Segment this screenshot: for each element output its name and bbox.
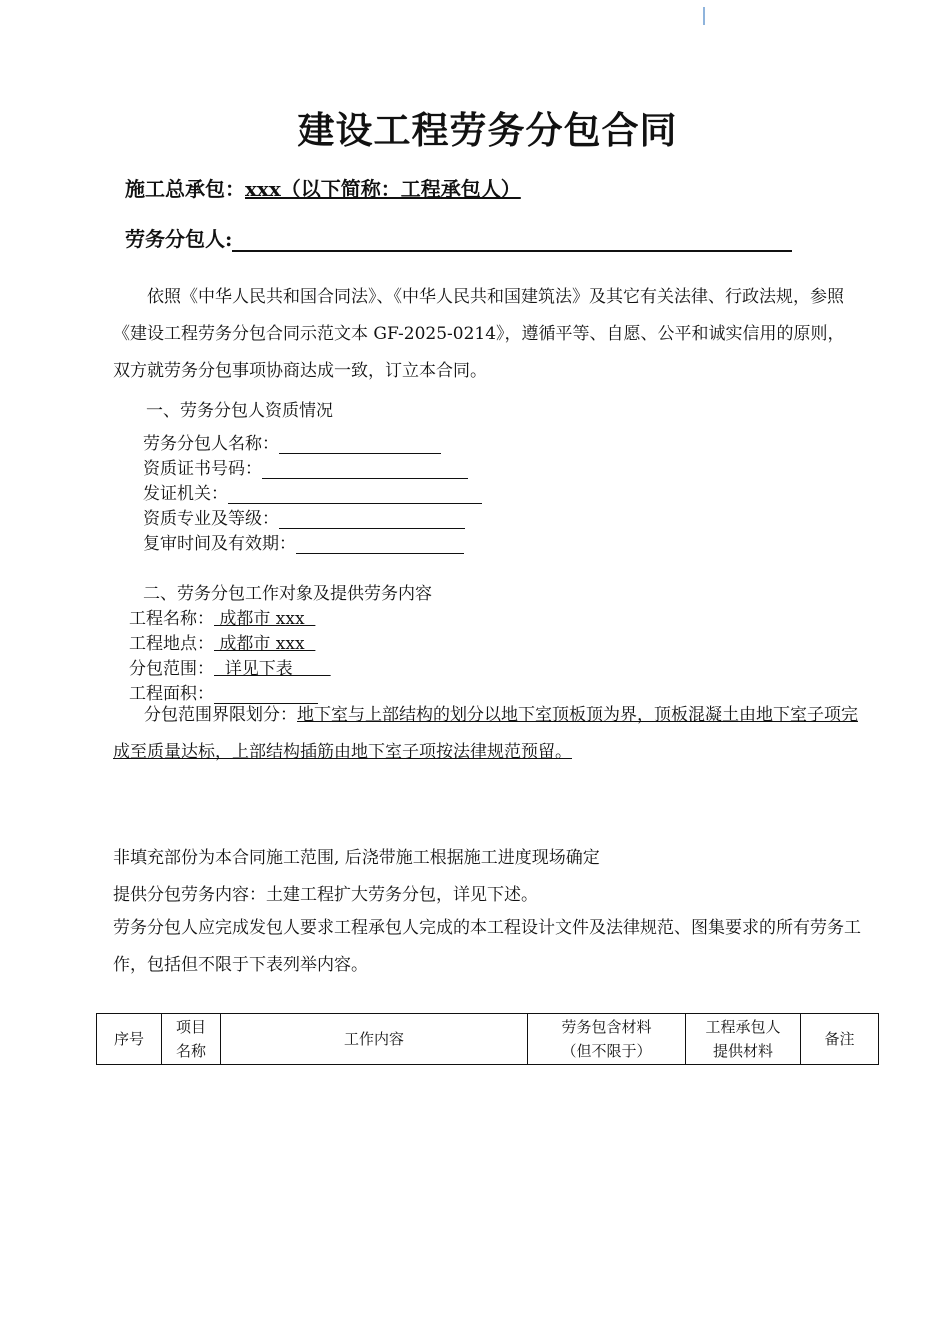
scope-line: [129, 654, 331, 679]
document-title: 建设工程劳务分包合同: [297, 108, 678, 152]
field-label: 劳务分包人名称：: [143, 434, 279, 454]
contractor-value: xxx（以下简称：工程承包人）: [245, 177, 521, 201]
field-blank[interactable]: [262, 460, 468, 479]
contractor-label: 施工总承包：: [125, 177, 245, 201]
field-blank[interactable]: [228, 485, 482, 504]
work-content-table: [96, 1013, 879, 1065]
text-cursor-marker: [703, 7, 705, 25]
field-issuing-authority: [143, 479, 482, 504]
boundary-value: 地下室与上部结构的划分以地下室顶板顶为界，顶板混凝土由地下室子项完成至质量达标，上部结构插筋由地下室子项按法律规范预留。: [113, 705, 858, 762]
note-line-2: 提供分包劳务内容：土建工程扩大劳务分包，详见下述。: [113, 885, 538, 905]
field-label: 资质证书号码：: [143, 459, 262, 479]
note-line-1: 非填充部份为本合同施工范围, 后浇带施工根据施工进度现场确定: [113, 848, 600, 868]
table-header-row: [97, 1014, 879, 1065]
field-blank[interactable]: [296, 535, 464, 554]
field-label: 工程地点：: [129, 634, 214, 654]
scope-value: 详见下表: [214, 659, 331, 679]
section1-heading: 一、劳务分包人资质情况: [146, 401, 333, 421]
contractor-line: [125, 173, 521, 202]
field-certificate-number: [143, 454, 468, 479]
field-label: 工程名称：: [129, 609, 214, 629]
field-blank[interactable]: [279, 435, 441, 454]
header-item-name: 项目 名称: [162, 1014, 221, 1065]
field-qualification-grade: [143, 504, 465, 529]
project-name-value: 成都市 xxx: [214, 609, 316, 629]
subcontractor-blank[interactable]: [232, 228, 792, 252]
field-label: 分包范围：: [129, 659, 214, 679]
header-contractor-materials: 工程承包人 提供材料: [686, 1014, 801, 1065]
boundary-paragraph: [113, 697, 861, 771]
field-label: 资质专业及等级：: [143, 509, 279, 529]
subcontractor-line: [125, 223, 792, 252]
section2-heading: 二、劳务分包工作对象及提供劳务内容: [143, 584, 432, 604]
project-name-line: [129, 604, 315, 629]
header-remark: 备注: [801, 1014, 879, 1065]
note-line-3: 劳务分包人应完成发包人要求工程承包人完成的本工程设计文件及法律规范、图集要求的所有劳务工作，包括但不限于下表列举内容。: [113, 918, 861, 975]
project-site-value: 成都市 xxx: [214, 634, 316, 654]
field-label: 复审时间及有效期：: [143, 534, 296, 554]
field-blank[interactable]: [279, 510, 465, 529]
field-subcontractor-name: [143, 429, 441, 454]
field-review-validity: [143, 529, 464, 554]
header-included-materials: 劳务包含材料 （但不限于）: [528, 1014, 686, 1065]
header-no: 序号: [97, 1014, 162, 1065]
boundary-label: 分包范围界限划分：: [144, 705, 297, 725]
field-label: 工程面积：: [129, 684, 214, 704]
intro-paragraph: 依照《中华人民共和国合同法》、《中华人民共和国建筑法》及其它有关法律、行政法规，参照《建设工程劳务分包合同示范文本 GF-2025-0214》，遵循平等、自愿、公平和诚实信用的原则，双方就劳务分包事项协商达成一致，订立本合同。: [113, 287, 845, 381]
project-site-line: [129, 629, 315, 654]
field-label: 发证机关：: [143, 484, 228, 504]
subcontractor-label: 劳务分包人:: [125, 227, 233, 251]
header-work-content: 工作内容: [221, 1014, 528, 1065]
